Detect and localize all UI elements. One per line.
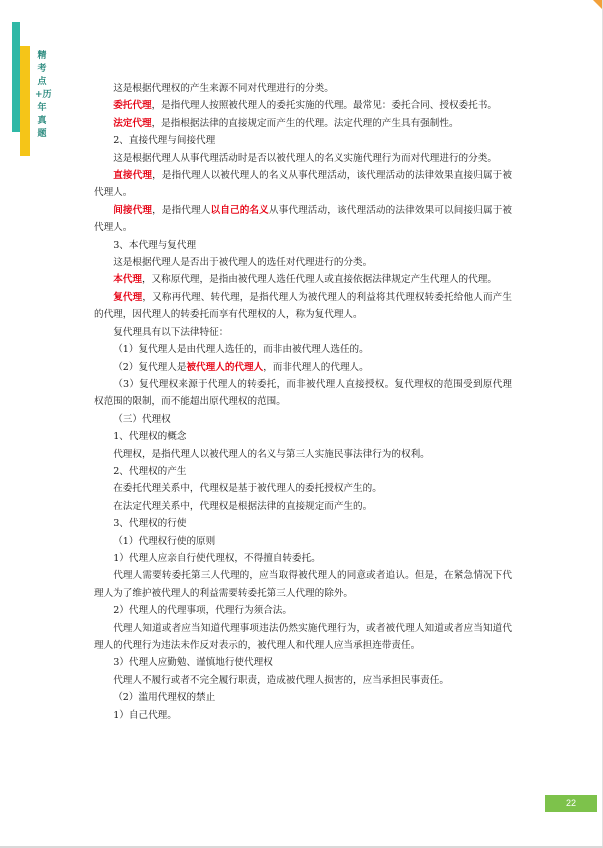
paragraph-text: ，是指代理人以被代理人的名义从事代理活动，该代理活动的法律效果直接归属于被代理人。 [94,170,512,199]
paragraph-text: 代理权，是指代理人以被代理人的名义与第三人实施民事法律行为的权利。 [113,448,430,460]
paragraph-text: 代理人需要转委托第三人代理的，应当取得被代理人的同意或者追认。但是，在紧急情况下代理人为了维护被代理人的利益需要转委托第三人代理的除外。 [94,570,512,599]
page-number: 22 [565,798,576,808]
key-term: 法定代理 [113,117,152,129]
paragraph [94,167,512,202]
paragraph-text: 这是根据代理人是否出于被代理人的选任对代理进行的分类。 [113,257,373,269]
key-term: 以自己的名义 [210,204,269,216]
paragraph-text: 1）自己代理。 [113,709,177,721]
paragraph-text: 从事代理活动，该代理活动的法律效果可以间接归属于被代理人。 [94,204,513,234]
paragraph [94,324,512,341]
paragraph-text: 2）代理人的代理事项，代理行为须合法。 [113,605,292,617]
key-term: 本代理 [113,274,142,286]
side-section-label: 精考点+历年真题 [35,51,52,139]
paragraph [94,271,512,288]
paragraph [94,620,512,655]
paragraph-text: 在委托代理关系中，代理权是基于被代理人的委托授权产生的。 [113,483,382,495]
paragraph-text: 1、代理权的概念 [113,431,187,443]
paragraph-text: 3、代理权的行使 [113,518,187,530]
paragraph [94,411,512,428]
paragraph-text: ，是指根据法律的直接规定而产生的代理。法定代理的产生具有强制性。 [151,117,459,129]
key-term: 直接代理 [113,170,153,182]
paragraph [94,707,512,724]
paragraph [94,672,512,689]
side-accent-yellow-bar [20,46,30,156]
paragraph-text: 3、本代理与复代理 [113,239,197,251]
paragraph [94,132,512,149]
paragraph-text: ，而非代理人的代理人。 [263,361,369,373]
paragraph [94,97,512,114]
paragraph [94,80,512,97]
paragraph-text: 复代理具有以下法律特征： [113,326,229,338]
paragraph-text: ，又称原代理，是指由被代理人选任代理人或直接依据法律规定产生代理人的代理。 [141,274,497,286]
paragraph [94,359,512,376]
paragraph-text: 1）代理人应亲自行使代理权，不得擅自转委托。 [113,552,321,564]
paragraph [94,550,512,567]
paragraph [94,463,512,480]
key-term: 间接代理 [113,204,153,216]
key-term: 委托代理 [113,100,152,112]
paragraph [94,150,512,167]
document-body [94,80,512,724]
key-term: 被代理人的代理人 [186,361,264,373]
paragraph [94,202,512,237]
paragraph [94,567,512,602]
paragraph-text: 这是根据代理权的产生来源不同对代理进行的分类。 [113,83,334,94]
paragraph [94,689,512,706]
paragraph [94,115,512,132]
paragraph [94,237,512,254]
paragraph [94,533,512,550]
paragraph-text: 3）代理人应勤勉、谨慎地行使代理权 [113,657,273,669]
paragraph-text: ，又称再代理、转代理，是指代理人为被代理人的利益将其代理权转委托给他人而产生的代理，因代理人的转委托而享有代理权的人，称为复代理人。 [94,291,513,321]
paragraph-text: （2）复代理人是 [113,361,187,373]
paragraph [94,376,512,411]
paragraph-text: （1）代理权行使的原则 [113,535,216,547]
paragraph [94,289,512,324]
paragraph-text: ，是指代理人 [152,204,211,216]
side-accent-teal-bar [12,22,20,132]
paragraph-text: 2、代理权的产生 [113,465,187,477]
paragraph [94,602,512,619]
paragraph-text: （1）复代理人是由代理人选任的，而非由被代理人选任的。 [113,344,369,356]
paragraph [94,428,512,445]
paragraph [94,480,512,497]
paragraph [94,446,512,463]
paragraph-text: （三）代理权 [113,413,171,425]
paragraph-text: 代理人知道或者应当知道代理事项违法仍然实施代理行为，或者被代理人知道或者应当知道代理人的代理行为违法未作反对表示的，被代理人和代理人应当承担连带责任。 [94,622,512,651]
paragraph-text: 在法定代理关系中，代理权是根据法律的直接规定而产生的。 [113,500,373,512]
paragraph-text: （2）滥用代理权的禁止 [113,692,216,704]
paragraph-text: 代理人不履行或者不完全履行职责，造成被代理人损害的，应当承担民事责任。 [113,674,449,686]
key-term: 复代理 [113,291,143,303]
paragraph [94,515,512,532]
paragraph [94,341,512,358]
paragraph-text: 这是根据代理人从事代理活动时是否以被代理人的名义实施代理行为而对代理进行的分类。 [113,152,497,164]
paragraph-text: （3）复代理权来源于代理人的转委托，而非被代理人直接授权。复代理权的范围受到原代理权范围的限制，而不能超出原代理权的范围。 [94,378,512,408]
paragraph-text: 2、直接代理与间接代理 [113,135,216,147]
paragraph-text: ，是指代理人按照被代理人的委托实施的代理。最常见：委托合同、授权委托书。 [151,100,497,112]
paragraph [94,498,512,515]
paragraph [94,254,512,271]
paragraph [94,654,512,671]
